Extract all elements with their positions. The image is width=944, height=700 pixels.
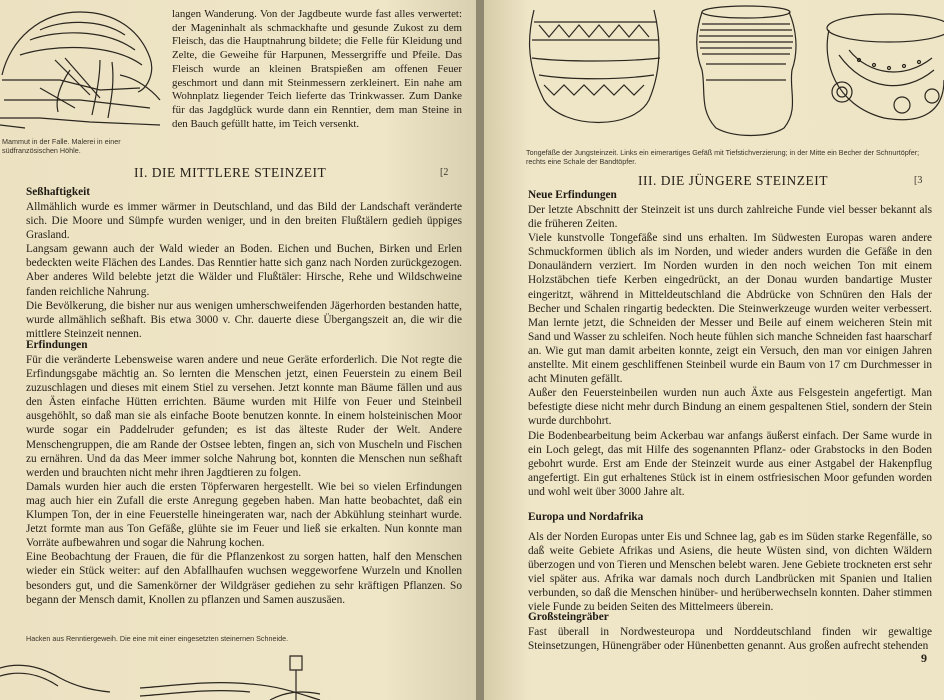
section-body bbox=[528, 625, 932, 653]
paragraph: Allmählich wurde es immer wärmer in Deutschland, und das Bild der Landschaft veränderte sich. Die Moore und Sümpfe wurden weniger, und in den breiten Flußtälern gedieh üppiges Grasland. bbox=[26, 201, 462, 242]
paragraph: Damals wurden hier auch die ersten Töpferwaren hergestellt. Wie bei so vielen Erfindungen mag auch hier ein Zufall die erste Anregung gegeben haben. Man hatte beobachtet, daß ein Klumpen Ton, der in eine Feuerstelle hineingeraten war, nach der Abkühlung steinhart wurde. Jetzt formte man aus Ton Gefäße, glühte sie im Feuer und ließ sie erkalten. Nun konnte man Vorräte aufbewahren und sogar die Nahrung kochen. bbox=[26, 480, 462, 550]
paragraph: Der letzte Abschnitt der Steinzeit ist uns durch zahlreiche Funde viel besser bekannt als die früheren Zeiten. bbox=[528, 204, 932, 231]
paragraph: Als der Norden Europas unter Eis und Schnee lag, gab es im Süden starke Regenfälle, so daß weite Gebiete Afrikas und Asiens, die heute Wüsten sind, von dichten Wäldern überzogen und von Tieren und Menschen belebt waren. Jene Gebiete trockneten erst sehr viel später aus. Afrika war damals noch durch Landbrücken mit Spanien und Italien verbunden, so daß die Menschen hinüber- und herüberwechseln konnten. Daher stimmen viele Funde zu beiden Seiten des Mittelmeers überein. bbox=[528, 531, 932, 614]
antler-hoe-illustration bbox=[0, 648, 470, 700]
section-heading: Seßhaftigkeit bbox=[26, 186, 91, 198]
antler-caption: Hacken aus Renntiergeweih. Die eine mit einer eingesetzten steinernen Schneide. bbox=[26, 634, 289, 643]
paragraph: Außer den Feuersteinbeilen wurden nun auch Äxte aus Felsgestein angefertigt. Man befestigte diese nicht mehr durch Bindung an einem gespaltenen Stiel, sondern der Stein wurde durchbohrt. bbox=[528, 387, 932, 428]
section-heading: Europa und Nordafrika bbox=[528, 511, 644, 523]
chapter-number: [3 bbox=[914, 175, 923, 186]
mammoth-caption: Mammut in der Falle. Malerei in einer südfranzösischen Höhle. bbox=[2, 137, 121, 155]
intro-paragraph: langen Wanderung. Von der Jagdbeute wurde fast alles verwertet: der Mageninhalt als schmackhafte und gesunde Zukost zu dem Fleisch, das die Hauptnahrung bildete; die Felle für Kleidung und Zelte, die Geweihe für Harpunen, Messergriffe und Pfeile. Das Fleisch wurde an kleinen Bratspießen am offenen Feuer geschmort und dann mit Steinmessern zerkleinert. Ein nahe am Wohnplatz liegender Teich lieferte das Trinkwasser. Zum Danke für das Jagdglück wurde dann ein Renntier, dem man Steine in den Bauch gefüllt hatte, im Teich versenkt. bbox=[172, 8, 462, 130]
paragraph: Fast überall in Nordwesteuropa und Norddeutschland finden wir gewaltige Steinsetzungen, Hünengräber oder Hünenbetten genannt. Aus großen aufrecht stehenden bbox=[528, 626, 932, 653]
paragraph: Viele kunstvolle Tongefäße sind uns erhalten. Im Südwesten Europas waren andere Schmuckformen üblich als im Norden, und wieder anders wurden die Gefäße in den Donauländern verziert. Im Norden wurden in den noch weichen Ton mit einem Holzstäbchen tiefe Kerben eingedrückt, an der Donau wurden bandartige Muster eingeritzt, während in Mitteldeutschland die Abdrücke von Schnüren den Hals der Becher und Schalen ringartig bedeckten. Die Steinwerkzeuge wurden weiter verbessert. Man lernte jetzt, die Schneiden der Messer und Beile auf einem weicheren Stein mit Sand und Wasser zu schleifen. Noch heute fühlen sich manche Schneiden fast haarscharf an. Wie gut man damit arbeiten konnte, zeigt ein Versuch, den man vor einigen Jahren anstellte. Mit einem geschliffenen Steinbeil wurde ein Baum von 17 cm Durchmesser in acht Minuten gefällt. bbox=[528, 232, 932, 386]
right-page bbox=[484, 0, 944, 700]
paragraph: Für die veränderte Lebensweise waren andere und neue Geräte erforderlich. Die Not regte die Erfindungsgabe mächtig an. So lernten die Menschen jetzt, einen Feuerstein zu einem Beil zuzuschlagen und dieses mit einem Stiel zu versehen. Jetzt konnte man Bäume fällen und aus den Ästen einfache Hütten errichten. Bäume wurden mit Hilfe von Feuer und Steinbeil ausgehöhlt, so daß man sie als einfache Boote benutzen konnte. In einem holsteinischen Moor wurde sogar ein Paddelruder gefunden; es ist das älteste Ruder der Welt. Andere Menschengruppen, die am Rande der Ostsee lebten, fingen an, sich von Muscheln und Fischen zu ernähren. Und da das Meer immer solche Nahrung bot, konnten die Menschen nun seßhaft werden und brauchten nicht mehr ihren Jagdtieren zu folgen. bbox=[26, 354, 462, 479]
paragraph: Die Bodenbearbeitung beim Ackerbau war anfangs äußerst einfach. Der Same wurde in ein Loch gelegt, das mit Hilfe des sogenannten Pflanz- oder Grabstocks in den Boden gebohrt wurde. Erst am Ende der Steinzeit wurde aus einer Astgabel der Hakenpflug angefertigt. Ein gut erhaltenes Stück ist in einem ostfriesischen Moor gefunden worden und wohl weit über 3000 Jahre alt. bbox=[528, 429, 932, 498]
section-heading: Neue Erfindungen bbox=[528, 189, 617, 201]
chapter-title: II. DIE MITTLERE STEINZEIT bbox=[134, 165, 327, 180]
section-body bbox=[26, 353, 462, 607]
mammoth-illustration bbox=[0, 0, 165, 135]
chapter-title: III. DIE JÜNGERE STEINZEIT bbox=[638, 173, 828, 188]
chapter-number: [2 bbox=[440, 167, 449, 178]
paragraph: Eine Beobachtung der Frauen, die für die Pflanzenkost zu sorgen hatten, half den Menschen wieder ein Stück weiter: auf den Abfallhaufen wuchsen weggeworfene Wurzeln und Knollen besonders gut, und die Samenkörner der Wildgräser gediehen zu sehr kräftigen Pflanzen. So begann der Mensch damit, Knollen zu pflanzen und Samen auszusäen. bbox=[26, 551, 462, 606]
section-body bbox=[528, 530, 932, 615]
paragraph: Die Bevölkerung, die bisher nur aus wenigen umherschweifenden Jägerhorden bestanden hatte, wurde allmählich seßhaft. Bis etwa 3000 v. Chr. dauerte diese Übergangszeit an, die wir die mittlere Steinzeit nennen. bbox=[26, 299, 462, 340]
section-body bbox=[528, 203, 932, 499]
pottery-caption: Tongefäße der Jungsteinzeit. Links ein eimerartiges Gefäß mit Tiefstichverzierung; in der Mitte ein Becher der Schnurtöpfer; rechts eine Schale der Bandtöpfer. bbox=[526, 148, 920, 166]
page-number: 9 bbox=[921, 651, 927, 665]
pottery-illustration bbox=[484, 0, 944, 145]
paragraph: Langsam gewann auch der Wald wieder an Boden. Eichen und Buchen, Birken und Erlen bedeckten weite Flächen des Landes. Das Renntier hatte sich ganz nach Norden zurückgezogen. Aber anderes Wild belebte jetzt die Wälder und Flußtäler: Hirsche, Rehe und Wildschweine fanden reichliche Nahrung. bbox=[26, 243, 462, 298]
section-heading: Großsteingräber bbox=[528, 611, 609, 623]
section-heading: Erfindungen bbox=[26, 339, 88, 351]
section-body bbox=[26, 200, 462, 341]
